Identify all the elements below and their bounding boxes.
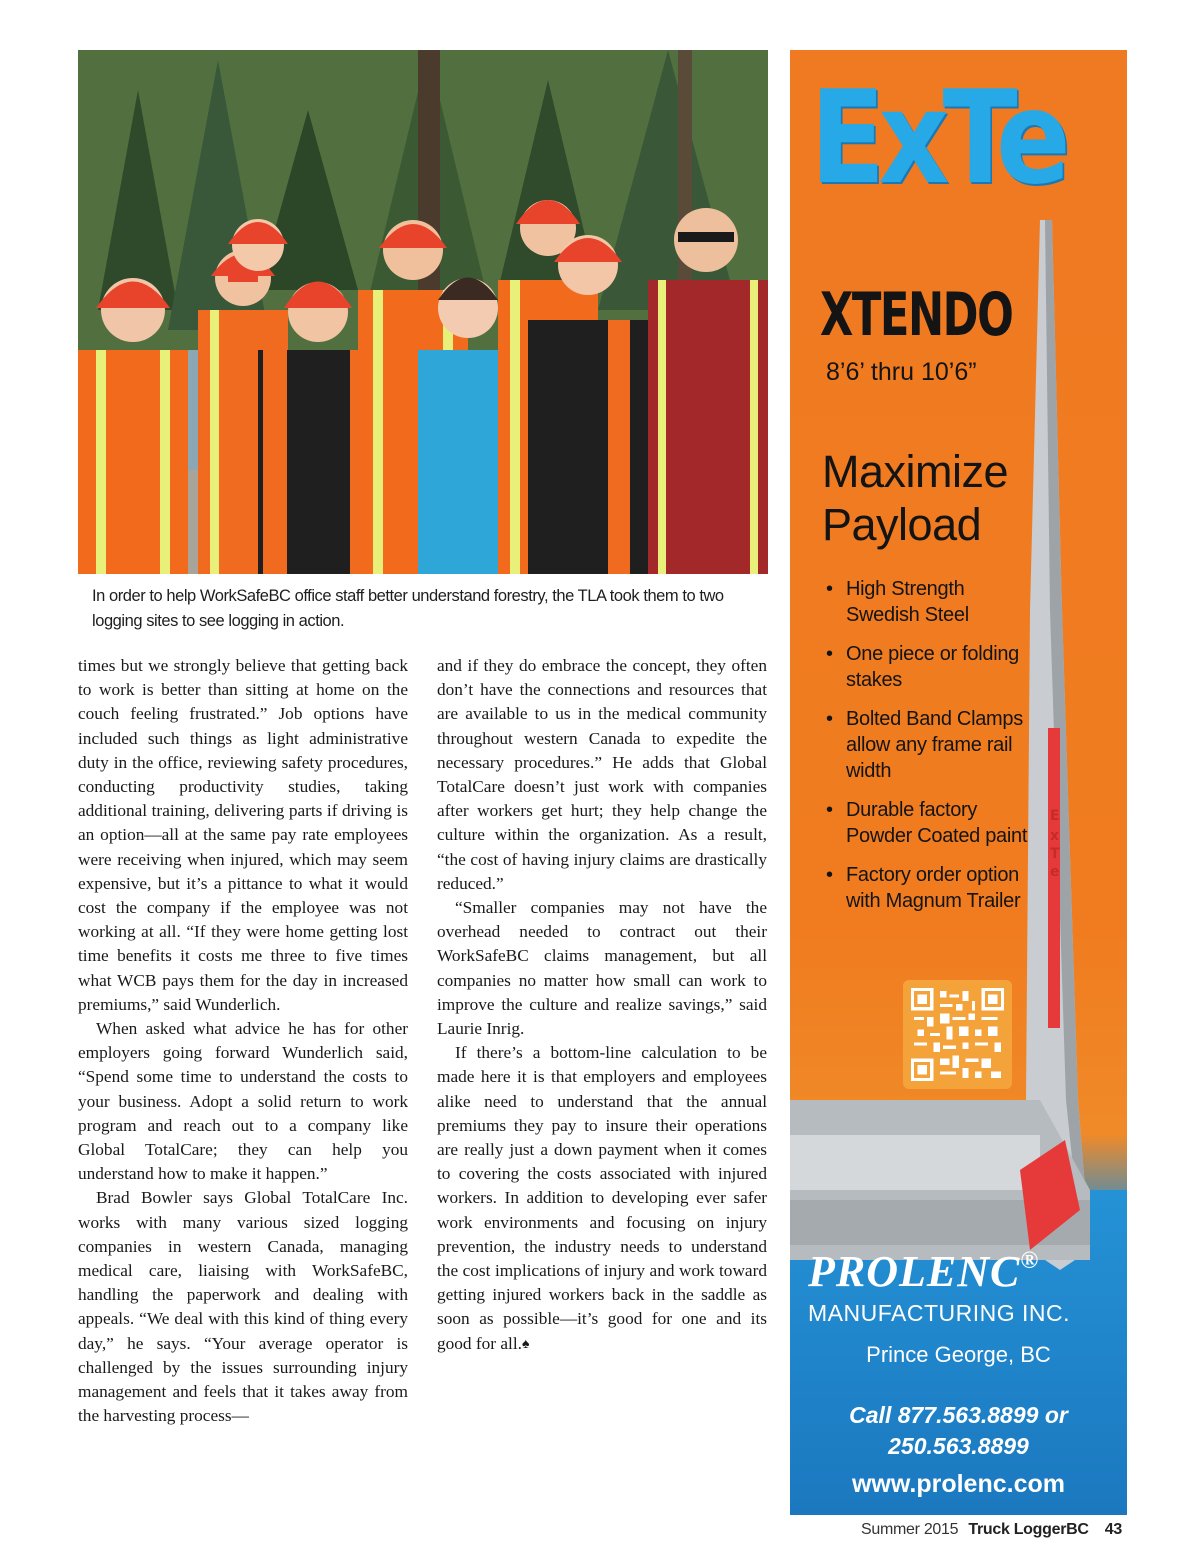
article-paragraph-last	[437, 1041, 767, 1357]
ad-feature-list	[826, 576, 1041, 927]
footer-page-number: 43	[1104, 1521, 1122, 1538]
ad-feature-item: • High Strength Swedish Steel	[826, 576, 1041, 628]
phone-line-2: 250.563.8899	[888, 1433, 1029, 1459]
svg-text:T: T	[1050, 846, 1060, 862]
company-name: PROLENC	[808, 1247, 1021, 1296]
photo-caption: In order to help WorkSafeBC office staff better understand forestry, the TLA took them to two logging sites to see logging in action.	[92, 587, 724, 630]
advertisement[interactable]	[790, 50, 1127, 1515]
company-website-link[interactable]: www.prolenc.com	[851, 1470, 1065, 1498]
svg-text:E: E	[1050, 808, 1060, 824]
company-location: Prince George, BC	[866, 1342, 1051, 1367]
article-paragraph: and if they do embrace the concept, they often don’t have the connections and resources that are available to us in the medical community throughout western Canada to expedite the necessary procedures.” He adds that Global TotalCare doesn’t just work with companies after workers get hurt; they help change the culture within the organization. As a result, “the cost of having injury claims are drastically reduced.”	[437, 656, 767, 893]
ad-product-name: XTENDO	[820, 280, 1013, 350]
qr-code-graphic	[911, 988, 1004, 1081]
group-photo-illustration	[78, 50, 768, 574]
prolenc-logo	[808, 1246, 1118, 1297]
ad-headline-line-2: Payload	[822, 499, 982, 550]
footer-magazine-name: Truck LoggerBC	[968, 1521, 1089, 1538]
phone-line-1: Call 877.563.8899 or	[849, 1402, 1068, 1428]
article-paragraph: When asked what advice he has for other employers going forward Wunderlich said, “Spend some time to understand the costs to your business. Adopt a solid return to work program and reach out to a company like Global TotalCare; they can help you understand how to make it happen.”	[78, 1019, 408, 1184]
ad-product-range: 8’6’ thru 10’6”	[826, 358, 977, 386]
svg-text:e: e	[1050, 864, 1060, 880]
ad-feature-item: • Durable factory Powder Coated paint	[826, 797, 1041, 849]
ad-feature-item: • Bolted Band Clamps allow any frame rail width	[826, 706, 1041, 784]
ad-headline-line-1: Maximize	[822, 446, 1009, 497]
article-paragraph: “Smaller companies may not have the overhead needed to contract out their WorkSafeBC claims management, but all companies no matter how small can work to improve the culture and realize savings,” said Laurie Inrig.	[437, 898, 767, 1039]
registered-mark: ®	[1020, 1248, 1040, 1274]
ad-headline	[822, 445, 1062, 551]
qr-code-icon[interactable]	[903, 980, 1012, 1089]
article-paragraph: times but we strongly believe that getting back to work is better than sitting at home on the couch feeling frustrated.” Job options have included such things as light administrative duty in the office, reviewing safety procedures, conducting productivity studies, taking additional training, delivering parts if driving is an option—all at the same pay rate employees were receiving when injured, which may seem expensive, but it’s a pittance to what it would cost the company if the employee was not working at all. “If they were home getting lost time benefits it costs me three to five times what WCB pays them for the day in increased premiums,” said Wunderlich.	[78, 656, 408, 1014]
group-photo	[78, 50, 768, 574]
footer-issue: Summer 2015	[861, 1521, 959, 1538]
exte-logo: ExTe	[810, 64, 1064, 213]
article-paragraph: Brad Bowler says Global TotalCare Inc. works with many various sized logging companies in western Canada, managing medical care, liaising with WorkSafeBC, handling the paperwork and dealing with appeals. “We deal with this kind of thing every day,” he says. “Your average operator is challenged by the issues surrounding injury management and feels that it takes away from the harvesting process—	[78, 1188, 408, 1426]
ad-feature-item: • Factory order option with Magnum Trailer	[826, 862, 1041, 914]
svg-text:x: x	[1050, 828, 1060, 844]
article-column-left	[78, 654, 408, 1429]
article-column-right	[437, 654, 767, 1357]
page-footer	[861, 1521, 1122, 1539]
article-paragraph-text: If there’s a bottom-line calculation to be made here it is that employers and employees alike need to understand that the annual premiums they pay to insure their operations are really just a down payment when it comes to covering the costs associated with injured workers. In addition to developing ever safer work environments and focusing on injury prevention, the industry needs to understand the cost implications of injury and work toward getting injured workers back in the saddle as soon as possible—it’s good for one and its good for all.	[437, 1043, 767, 1353]
ad-feature-item: • One piece or folding stakes	[826, 641, 1041, 693]
company-subtitle: MANUFACTURING INC.	[808, 1300, 1070, 1326]
end-mark-icon: ♠	[521, 1336, 530, 1352]
company-phone	[790, 1400, 1127, 1462]
